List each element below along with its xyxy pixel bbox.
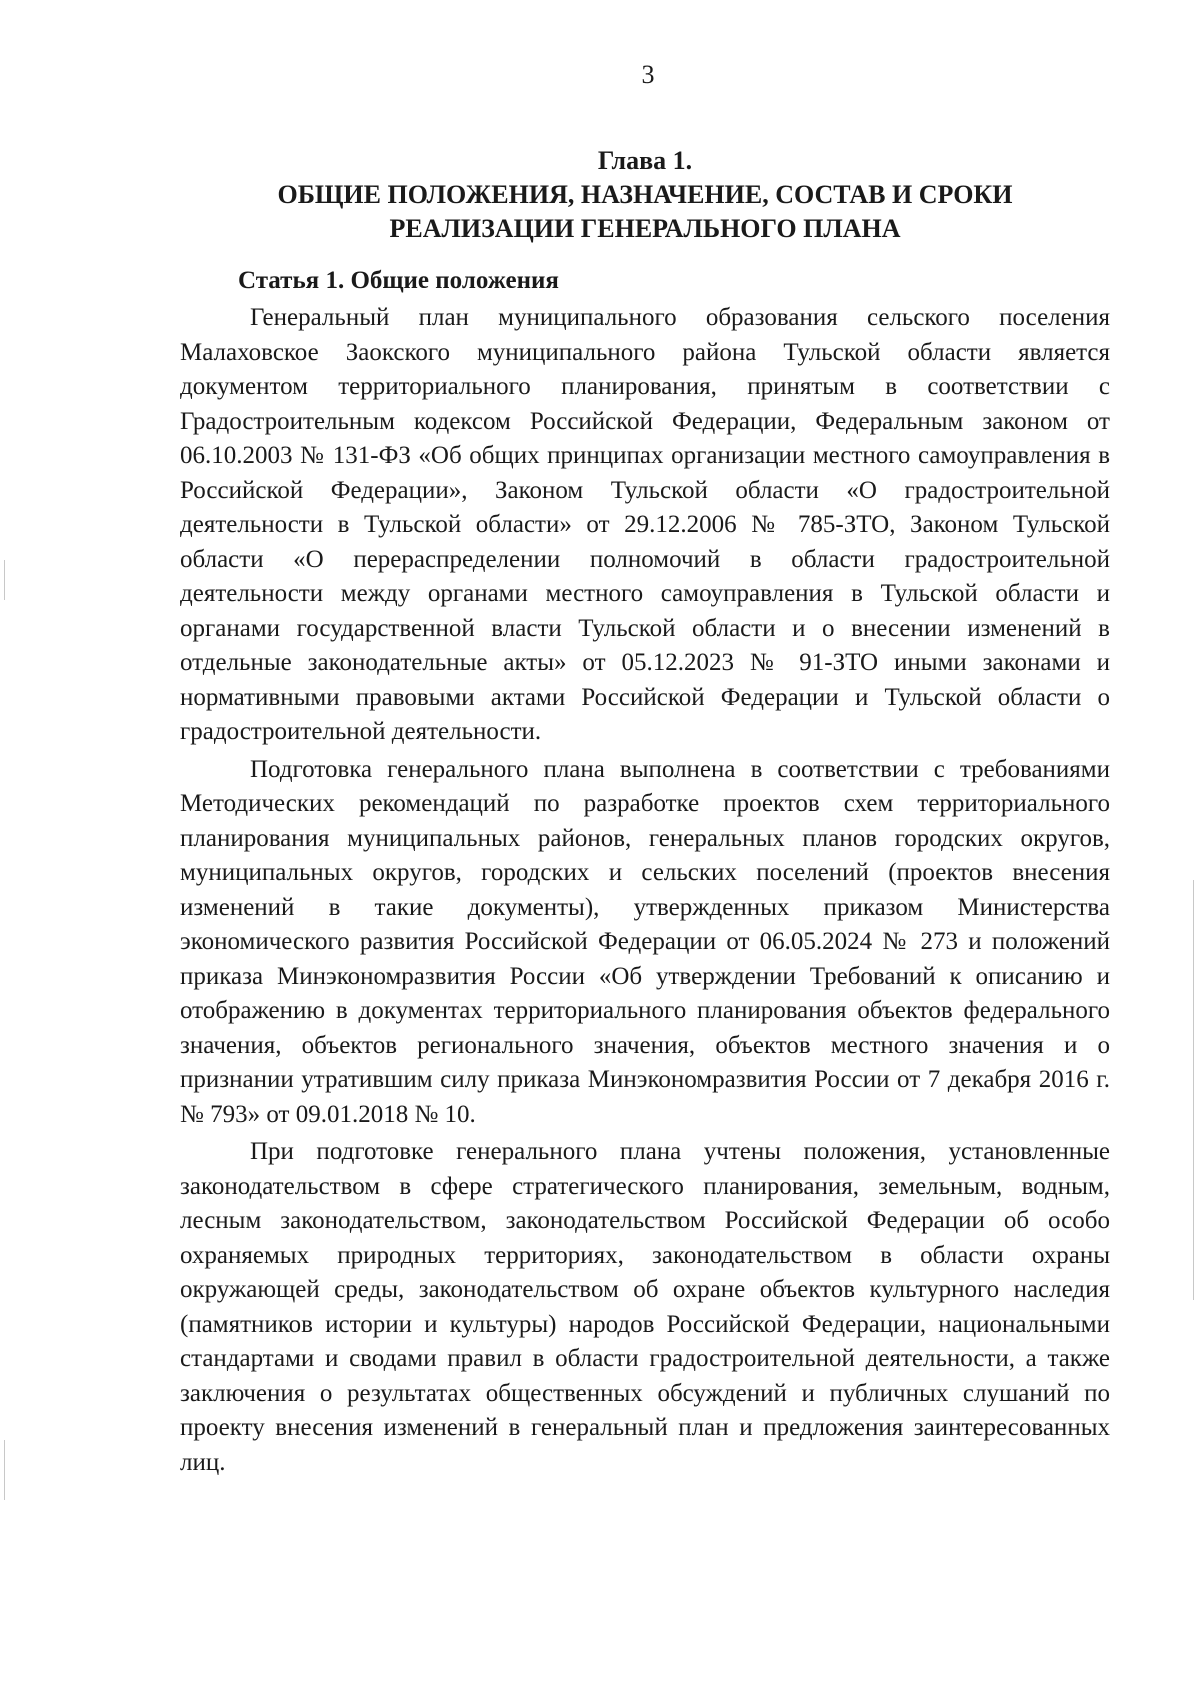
page-number: 3	[641, 60, 655, 89]
chapter-title-line-1: ОБЩИЕ ПОЛОЖЕНИЯ, НАЗНАЧЕНИЕ, СОСТАВ И СРОКИ	[277, 180, 1013, 209]
scan-binder-mark	[4, 1440, 5, 1500]
paragraph: Генеральный план муниципального образования сельского поселения Малаховское Заокского муниципального района Тульской области является документом территориального планирования, принятым в соответствии с Градостроительным кодексом Российской Федерации, Федеральным законом от 06.10.2003 № 131-ФЗ «Об общих принципах организации местного самоуправления в Российской Федерации», Законом Тульской области «О градостроительной деятельности в Тульской области» от 29.12.2006 № 785-ЗТО, Законом Тульской области «О перераспределении полномочий в области градостроительной деятельности между органами местного самоуправления в Тульской области и органами государственной власти Тульской области и о внесении изменений в отдельные законодательные акты» от 05.12.2023 № 91-ЗТО иными законами и нормативными правовыми актами Российской Федерации и Тульской области о градостроительной деятельности.	[180, 304, 1110, 745]
paragraph: При подготовке генерального плана учтены положения, установленные законодательством в сфере стратегического планирования, земельным, водным, лесным законодательством, законодательством Российской Федерации об особо охраняемых природных территориях, законодательством в области охраны окружающей среды, законодательством об охране объектов культурного наследия (памятников истории и культуры) народов Российской Федерации, национальными стандартами и сводами правил в области градостроительной деятельности, а также заключения о результатах общественных обсуждений и публичных слушаний по проекту внесения изменений в генеральный план и предложения заинтересованных лиц.	[180, 1138, 1110, 1476]
chapter-label: Глава 1.	[597, 146, 693, 175]
chapter-heading	[186, 144, 1104, 246]
scan-binder-mark	[4, 560, 5, 600]
scan-edge-mark	[1193, 880, 1194, 1300]
paragraph: Подготовка генерального плана выполнена в соответствии с требованиями Методических рекомендаций по разработке проектов схем территориального планирования муниципальных районов, генеральных планов городских округов, муниципальных округов, городских и сельских поселений (проектов внесения изменений в такие документы), утвержденных приказом Министерства экономического развития Российской Федерации от 06.05.2024 № 273 и положений приказа Минэкономразвития России «Об утверждении Требований к описанию и отображению в документах территориального планирования объектов федерального значения, объектов регионального значения, объектов местного значения и о признании утратившим силу приказа Минэкономразвития России от 7 декабря 2016 г. № 793» от 09.01.2018 № 10.	[180, 755, 1110, 1128]
article-title: Статья 1. Общие положения	[238, 267, 559, 294]
chapter-title-line-2: РЕАЛИЗАЦИИ ГЕНЕРАЛЬНОГО ПЛАНА	[389, 214, 901, 243]
article-body	[180, 301, 1110, 1483]
